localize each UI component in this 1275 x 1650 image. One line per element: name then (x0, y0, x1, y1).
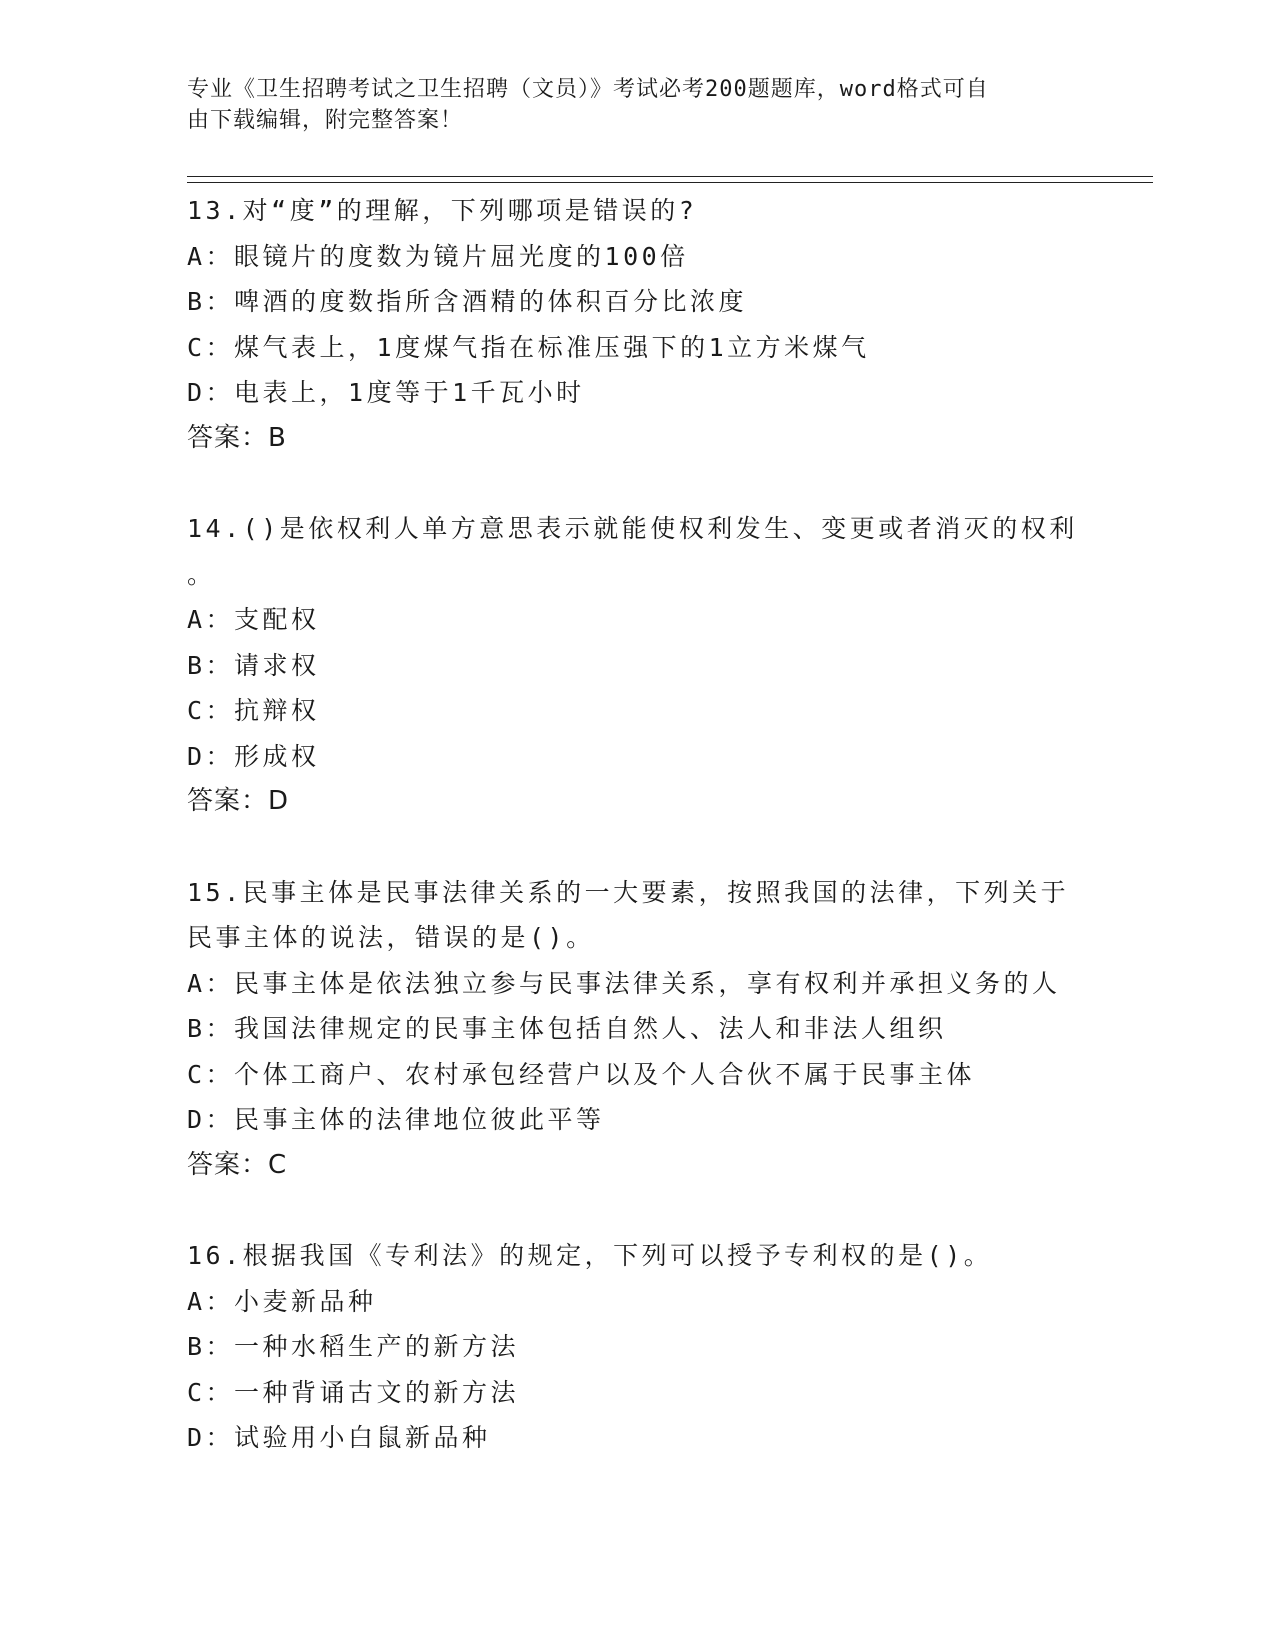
question-text: 14.()是依权利人单方意思表示就能使权利发生、变更或者消灭的权利 (187, 514, 1078, 543)
header-divider-bottom (187, 182, 1153, 183)
option-b: B：我国法律规定的民事主体包括自然人、法人和非法人组织 (187, 1014, 947, 1043)
question-text: 13.对“度”的理解，下列哪项是错误的? (187, 196, 698, 225)
option-a: A：眼镜片的度数为镜片屈光度的100倍 (187, 241, 689, 271)
document-header (187, 74, 1067, 136)
question-text: 16.根据我国《专利法》的规定，下列可以授予专利权的是()。 (187, 1241, 993, 1270)
answer: 答案：B (187, 422, 287, 453)
option-c: C：一种背诵古文的新方法 (187, 1377, 520, 1407)
option-c: C：抗辩权 (187, 696, 320, 725)
option-d: D：电表上，1度等于1千瓦小时 (187, 378, 585, 407)
option-c: C：煤气表上，1度煤气指在标准压强下的1立方米煤气 (187, 332, 870, 362)
header-line-1: 专业《卫生招聘考试之卫生招聘（文员）》考试必考200题题库，word格式可自 (187, 77, 989, 102)
option-b: B：啤酒的度数指所含酒精的体积百分比浓度 (187, 287, 748, 316)
question-16 (187, 1233, 1087, 1461)
question-text: 15.民事主体是民事法律关系的一大要素，按照我国的法律，下列关于 (187, 877, 1070, 907)
option-d: D：形成权 (187, 741, 320, 771)
option-a: A：支配权 (187, 605, 320, 634)
answer: 答案：C (187, 1149, 288, 1180)
question-text-continued: 民事主体的说法，错误的是()。 (187, 923, 595, 952)
question-15 (187, 870, 1087, 1189)
question-13 (187, 188, 1087, 461)
option-a: A：小麦新品种 (187, 1286, 377, 1316)
option-d: D：试验用小白鼠新品种 (187, 1423, 491, 1452)
question-text-continued: 。 (187, 559, 216, 589)
option-b: B：一种水稻生产的新方法 (187, 1332, 520, 1361)
question-14 (187, 506, 1087, 825)
option-b: B：请求权 (187, 650, 320, 680)
option-d: D：民事主体的法律地位彼此平等 (187, 1105, 605, 1134)
option-c: C：个体工商户、农村承包经营户以及个人合伙不属于民事主体 (187, 1059, 976, 1089)
header-divider-top (187, 176, 1153, 177)
question-list (187, 188, 1087, 1461)
option-a: A：民事主体是依法独立参与民事法律关系，享有权利并承担义务的人 (187, 968, 1061, 998)
answer: 答案：D (187, 786, 290, 816)
header-line-2: 由下载编辑，附完整答案！ (187, 108, 464, 133)
